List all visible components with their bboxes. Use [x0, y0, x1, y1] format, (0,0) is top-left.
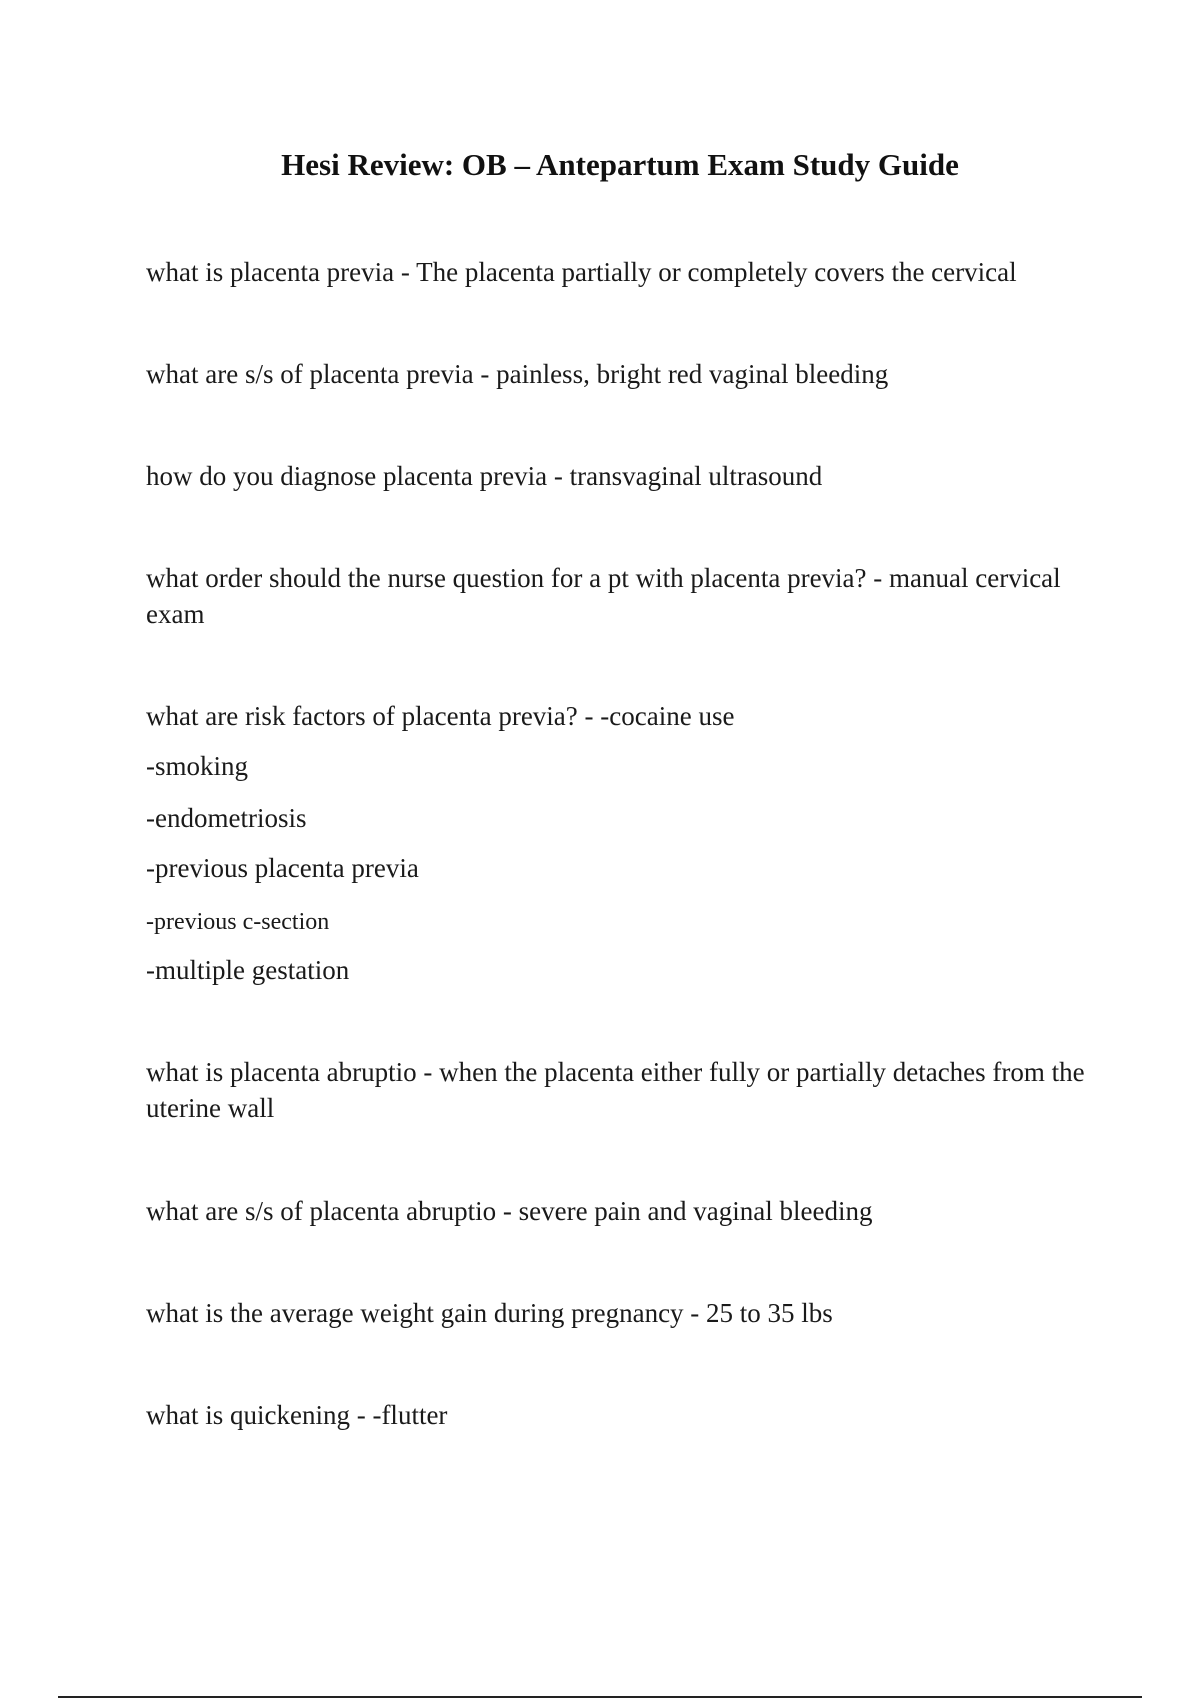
qa-placenta-abruptio-signs: what are s/s of placenta abruptio - severe pain and vaginal bleeding	[146, 1196, 873, 1226]
footer-divider	[58, 1696, 1142, 1698]
qa-placenta-abruptio-definition: what is placenta abruptio - when the placenta either fully or partially detaches from the uterine wall	[146, 1057, 1085, 1123]
qa-placenta-previa-nurse-order: what order should the nurse question for a pt with placenta previa? - manual cervical exam	[146, 563, 1061, 629]
risk-factor-item: -previous placenta previa	[146, 853, 419, 883]
risk-factor-item: -endometriosis	[146, 803, 307, 833]
qa-placenta-previa-risk-factors: what are risk factors of placenta previa? - -cocaine use	[146, 701, 735, 731]
qa-weight-gain: what is the average weight gain during pregnancy - 25 to 35 lbs	[146, 1298, 833, 1328]
risk-factor-item: -smoking	[146, 751, 249, 781]
risk-factor-item: -multiple gestation	[146, 955, 350, 985]
qa-placenta-previa-definition: what is placenta previa - The placenta partially or completely covers the cervical	[146, 257, 1017, 287]
document-title: Hesi Review: OB – Antepartum Exam Study Guide	[281, 147, 959, 182]
qa-quickening: what is quickening - -flutter	[146, 1400, 448, 1430]
risk-factor-item: -previous c-section	[146, 909, 330, 935]
qa-placenta-previa-diagnosis: how do you diagnose placenta previa - transvaginal ultrasound	[146, 461, 823, 491]
qa-placenta-previa-signs: what are s/s of placenta previa - painless, bright red vaginal bleeding	[146, 359, 889, 389]
